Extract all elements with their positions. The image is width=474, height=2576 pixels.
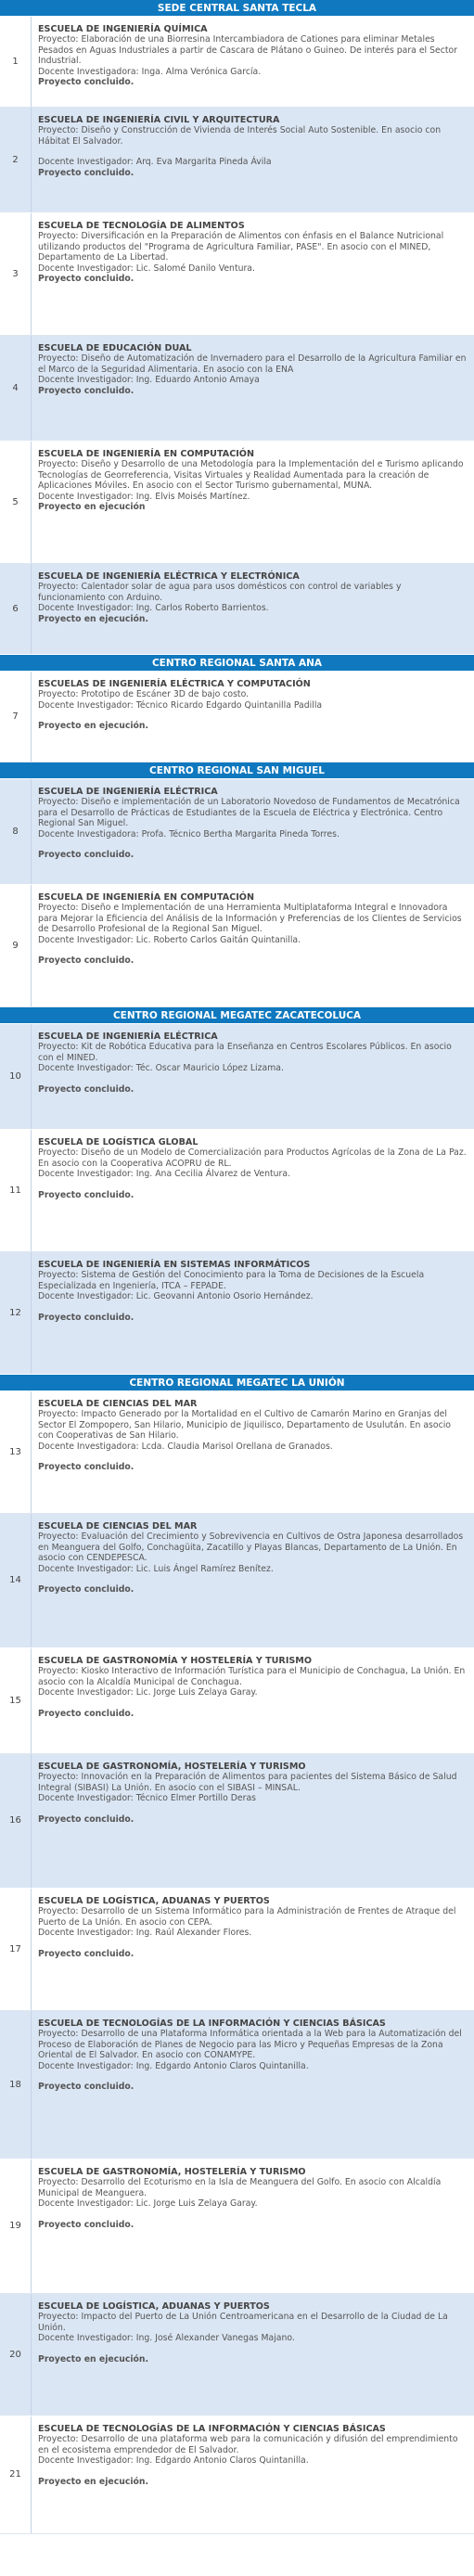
spacer (38, 1452, 468, 1462)
project-line: Proyecto: Diseño y Desarrollo de una Metodología para la Implementación del e Turismo aplicando Tecnologías de Georreferencia, Visitas Virtuales y Realidad Aumentada para la creación de Aplicaciones Móviles. En asocio con el Sector Turismo gubernamental, MUNA. (38, 459, 464, 492)
school-name: ESCUELA DE INGENIERÍA CIVIL Y ARQUITECTURA (38, 115, 280, 125)
project-line: Proyecto: Calentador solar de agua para usos domésticos con control de variables y funcionamiento con Arduino. (38, 582, 402, 603)
table-row (0, 213, 474, 336)
project-line: Proyecto: Kit de Robótica Educativa para la Enseñanza en Centros Escolares Públicos. En asocio con el MINED. (38, 1042, 452, 1063)
project-line: Docente Investigador: Ing. Carlos Roberto Barrientos. (38, 603, 269, 614)
table-row (0, 1252, 474, 1375)
table-row (0, 1130, 474, 1252)
section-header: SEDE CENTRAL SANTA TECLA (0, 0, 474, 17)
project-line: Docente Investigadora: Profa. Técnico Bertha Margarita Pineda Torres. (38, 828, 339, 839)
project-line: Proyecto: Impacto del Puerto de La Unión Centroamericana en el Desarrollo de la Ciudad de La Unión. (38, 2312, 448, 2333)
project-cell (32, 1130, 474, 1251)
school-name: ESCUELA DE GASTRONOMÍA, HOSTELERÍA Y TURISMO (38, 2167, 306, 2177)
table-row (0, 108, 474, 213)
spacer (38, 711, 468, 721)
project-cell (32, 1648, 474, 1753)
project-line: Proyecto: Desarrollo del Ecoturismo en la Isla de Meanguera del Golfo. En asocio con Alcaldía Municipal de Meanguera. (38, 2177, 442, 2198)
project-line: Proyecto: Sistema de Gestión del Conocimiento para la Toma de Decisiones de la Escuela Especializada en Ingeniería, ITCA – FEPADE. (38, 1270, 425, 1291)
school-name: ESCUELA DE LOGÍSTICA, ADUANAS Y PUERTOS (38, 1896, 270, 1906)
project-status: Proyecto en ejecución (38, 502, 146, 513)
project-status: Proyecto concluido. (38, 167, 135, 178)
project-cell (32, 1889, 474, 2010)
section-header: CENTRO REGIONAL MEGATEC LA UNIÓN (0, 1375, 474, 1391)
project-status: Proyecto concluido. (38, 2219, 135, 2230)
project-line: Docente Investigador: Ing. Eduardo Antonio Amaya (38, 375, 260, 386)
project-line: Docente Investigador: Arq. Eva Margarita Pineda Ávila (38, 157, 272, 168)
project-status: Proyecto concluido. (38, 1708, 135, 1719)
spacer (38, 2344, 468, 2354)
row-number: 11 (0, 1130, 32, 1251)
project-line: Docente Investigador: Lic. Luis Ángel Ramírez Benítez. (38, 1563, 274, 1574)
project-status: Proyecto concluido. (38, 77, 135, 88)
spacer (38, 945, 468, 955)
school-name: ESCUELA DE LOGÍSTICA GLOBAL (38, 1137, 199, 1147)
row-number: 12 (0, 1252, 32, 1374)
table-row (0, 2011, 474, 2159)
blank-line (38, 147, 468, 157)
school-name: ESCUELA DE INGENIERÍA ELÉCTRICA Y ELECTRÓNICA (38, 571, 300, 582)
project-status: Proyecto concluido. (38, 850, 135, 861)
spacer (38, 1302, 468, 1313)
row-number: 14 (0, 1514, 32, 1647)
row-number: 3 (0, 213, 32, 335)
section-header: CENTRO REGIONAL MEGATEC ZACATECOLUCA (0, 1007, 474, 1024)
spacer (38, 1180, 468, 1190)
project-cell (32, 1391, 474, 1513)
row-number: 18 (0, 2011, 32, 2159)
spacer (38, 1574, 468, 1584)
row-number: 6 (0, 564, 32, 654)
project-status: Proyecto en ejecución. (38, 2476, 149, 2487)
row-number: 16 (0, 1754, 32, 1888)
table-row (0, 442, 474, 564)
project-status: Proyecto concluido. (38, 1312, 135, 1323)
project-status: Proyecto concluido. (38, 385, 135, 396)
project-status: Proyecto en ejecución. (38, 613, 149, 624)
row-number: 1 (0, 17, 32, 107)
section-header: CENTRO REGIONAL SAN MIGUEL (0, 763, 474, 779)
row-number: 8 (0, 779, 32, 884)
project-cell (32, 108, 474, 212)
row-number: 9 (0, 885, 32, 1006)
row-number: 21 (0, 2416, 32, 2533)
school-name: ESCUELA DE TECNOLOGÍA DE ALIMENTOS (38, 221, 245, 231)
row-number: 13 (0, 1391, 32, 1513)
school-name: ESCUELA DE EDUCACIÓN DUAL (38, 343, 192, 353)
project-status: Proyecto concluido. (38, 1813, 135, 1825)
project-status: Proyecto concluido. (38, 1189, 135, 1200)
project-status: Proyecto en ejecución. (38, 2353, 149, 2365)
project-cell (32, 442, 474, 563)
row-number: 15 (0, 1648, 32, 1753)
school-name: ESCUELA DE GASTRONOMÍA, HOSTELERÍA Y TURISMO (38, 1762, 306, 1772)
project-line: Docente Investigador: Lic. Jorge Luis Zelaya Garay. (38, 1687, 258, 1698)
row-number: 19 (0, 2159, 32, 2293)
row-number: 5 (0, 442, 32, 563)
project-cell (32, 672, 474, 762)
spacer (38, 2467, 468, 2477)
school-name: ESCUELA DE INGENIERÍA ELÉCTRICA (38, 1032, 218, 1042)
spacer (38, 1074, 468, 1084)
section-header: CENTRO REGIONAL SANTA ANA (0, 655, 474, 672)
project-cell (32, 885, 474, 1006)
project-line: Proyecto: Impacto Generado por la Mortalidad en el Cultivo de Camarón Marino en Granjas del Sector El Zompopero, San Hilario, Municipio de Jiquilisco, Departamento de Usulután. En asocio con Cooperativas de San Hilario. (38, 1409, 451, 1442)
project-line: Proyecto: Kiosko Interactivo de Información Turística para el Municipio de Conchagua, La Unión. En asocio con la Alcaldía Municipal de Conchagua. (38, 1666, 466, 1687)
spacer (38, 1939, 468, 1949)
row-number: 17 (0, 1889, 32, 2010)
table-row (0, 1391, 474, 1514)
project-cell (32, 779, 474, 884)
project-line: Docente Investigador: Ing. Edgardo Antonio Claros Quintanilla. (38, 2455, 309, 2467)
project-line: Docente Investigador: Lic. Roberto Carlos Gaitán Quintanilla. (38, 934, 301, 945)
table-row (0, 779, 474, 885)
project-line: Docente Investigador: Ing. Edgardo Antonio Claros Quintanilla. (38, 2060, 309, 2071)
project-cell (32, 1024, 474, 1129)
project-line: Docente Investigador: Lic. Geovanni Antonio Osorio Hernández. (38, 1291, 314, 1302)
school-name: ESCUELA DE LOGÍSTICA, ADUANAS Y PUERTOS (38, 2301, 270, 2312)
school-name: ESCUELA DE INGENIERÍA EN SISTEMAS INFORMÁTICOS (38, 1260, 311, 1270)
project-cell (32, 2011, 474, 2159)
project-line: Docente Investigador: Ing. José Alexander Vanegas Majano. (38, 2333, 295, 2344)
project-line: Docente Investigador: Lic. Jorge Luis Zelaya Garay. (38, 2198, 258, 2210)
project-status: Proyecto en ejecución. (38, 721, 149, 732)
project-line: Proyecto: Desarrollo de una Plataforma Informática orientada a la Web para la Automatización del Proceso de Elaboración de Planes de Negocio para las Micro y Pequeñas Empresas de la Zona Oriental de El Salvador. En asocio con CONAMYPE. (38, 2029, 462, 2061)
project-cell (32, 213, 474, 335)
project-line: Docente Investigador: Técnico Elmer Portillo Deras (38, 1793, 256, 1804)
school-name: ESCUELA DE CIENCIAS DEL MAR (38, 1521, 198, 1532)
project-cell (32, 1514, 474, 1647)
row-number: 4 (0, 336, 32, 441)
project-line: Proyecto: Desarrollo de una plataforma web para la comunicación y difusión del emprendimiento en el ecosistema emprendedor de El Salvador. (38, 2434, 458, 2455)
table-row (0, 1024, 474, 1130)
table-row (0, 2159, 474, 2294)
project-cell (32, 2294, 474, 2416)
school-name: ESCUELA DE CIENCIAS DEL MAR (38, 1399, 198, 1409)
spacer (38, 839, 468, 850)
project-cell (32, 1754, 474, 1888)
project-line: Docente Investigadora: Lcda. Claudia Marisol Orellana de Granados. (38, 1441, 333, 1452)
project-line: Docente Investigador: Lic. Salomé Danilo Ventura. (38, 263, 255, 274)
project-status: Proyecto concluido. (38, 274, 135, 285)
project-line: Docente Investigador: Téc. Oscar Mauricio López Lizama. (38, 1063, 284, 1074)
project-line: Proyecto: Diseño de un Modelo de Comercialización para Productos Agrícolas de la Zona de La Paz. En asocio con la Cooperativa ACOPRU de RL. (38, 1147, 467, 1169)
spacer (38, 1804, 468, 1814)
project-line: Proyecto: Diseño de Automatización de Invernadero para el Desarrollo de la Agricultura Familiar en el Marco de la Seguridad Alimentaria. En asocio con la ENA (38, 353, 467, 375)
project-status: Proyecto concluido. (38, 1462, 135, 1473)
project-line: Proyecto: Diseño e Implementación de una Herramienta Multiplataforma Integral e Innovadora para Mejorar la Eficiencia del Análisis de la Información y Preferencias de los Clientes de Servicios de Desarrollo Profesional de la Regional San Miguel. (38, 903, 462, 935)
project-line: Proyecto: Diseño y Construcción de Vivienda de Interés Social Auto Sostenible. En asocio con Hábitat El Salvador. (38, 125, 442, 147)
table-row (0, 17, 474, 108)
project-status: Proyecto concluido. (38, 1584, 135, 1596)
project-cell (32, 1252, 474, 1374)
school-name: ESCUELA DE TECNOLOGÍAS DE LA INFORMACIÓN Y CIENCIAS BÁSICAS (38, 2424, 386, 2434)
project-cell (32, 17, 474, 107)
table-row (0, 1754, 474, 1889)
table-row (0, 672, 474, 763)
project-line: Proyecto: Elaboración de una Biorresina Intercambiadora de Cationes para eliminar Metales Pesados en Aguas Industriales a partir de Cascara de Plátano o Guineo. De interés para el Sector Industrial. (38, 34, 457, 67)
project-line: Docente Investigador: Ing. Elvis Moisés Martínez. (38, 491, 250, 502)
school-name: ESCUELA DE INGENIERÍA EN COMPUTACIÓN (38, 449, 254, 459)
project-cell (32, 336, 474, 441)
school-name: ESCUELA DE INGENIERÍA EN COMPUTACIÓN (38, 892, 254, 903)
school-name: ESCUELA DE GASTRONOMÍA Y HOSTELERÍA Y TURISMO (38, 1656, 313, 1666)
spacer (38, 1698, 468, 1709)
table-row (0, 2294, 474, 2416)
project-cell (32, 564, 474, 654)
table-row (0, 1648, 474, 1754)
project-line: Docente Investigador: Ing. Ana Cecilia Álvarez de Ventura. (38, 1169, 290, 1180)
spacer (38, 2071, 468, 2082)
table-row (0, 885, 474, 1007)
row-number: 20 (0, 2294, 32, 2416)
project-line: Proyecto: Desarrollo de un Sistema Informático para la Administración de Frentes de Atraque del Puerto de La Unión. En asocio con CEPA. (38, 1906, 456, 1928)
project-line: Docente Investigador: Técnico Ricardo Edgardo Quintanilla Padilla (38, 699, 323, 711)
project-cell (32, 2159, 474, 2293)
table-row (0, 1889, 474, 2011)
project-line: Docente Investigadora: Inga. Alma Verónica García. (38, 66, 262, 77)
project-cell (32, 2416, 474, 2533)
spacer (38, 2210, 468, 2220)
table-row (0, 2416, 474, 2534)
project-status: Proyecto concluido. (38, 2082, 135, 2093)
project-status: Proyecto concluido. (38, 955, 135, 967)
row-number: 10 (0, 1024, 32, 1129)
project-line: Proyecto: Innovación en la Preparación de Alimentos para pacientes del Sistema Básico de Salud Integral (SIBASI) La Unión. En asocio con el SIBASI – MINSAL. (38, 1772, 457, 1793)
school-name: ESCUELA DE INGENIERÍA QUÍMICA (38, 24, 208, 34)
project-status: Proyecto concluido. (38, 1083, 135, 1095)
project-line: Docente Investigador: Ing. Raúl Alexander Flores. (38, 1928, 252, 1939)
table-row (0, 564, 474, 655)
table-row (0, 336, 474, 442)
row-number: 2 (0, 108, 32, 212)
school-name: ESCUELA DE TECNOLOGÍAS DE LA INFORMACIÓN Y CIENCIAS BÁSICAS (38, 2019, 386, 2029)
table-row (0, 1514, 474, 1648)
project-line: Proyecto: Evaluación del Crecimiento y Sobrevivencia en Cultivos de Ostra Japonesa desarrollados en Meanguera del Golfo, Conchagüita, Zacatillo y Playas Blancas, Departamento de La Unión. En asocio con CENDEPESCA. (38, 1532, 464, 1564)
project-line: Proyecto: Diversificación en la Preparación de Alimentos con énfasis en el Balance Nutricional utilizando productos del "Programa de Agricultura Familiar, PASE". En asocio con el MINED, Departamento de La Libertad. (38, 231, 444, 263)
project-line: Proyecto: Prototipo de Escáner 3D de bajo costo. (38, 689, 250, 700)
project-status: Proyecto concluido. (38, 1948, 135, 1959)
school-name: ESCUELA DE INGENIERÍA ELÉCTRICA (38, 787, 218, 797)
school-name: ESCUELAS DE INGENIERÍA ELÉCTRICA Y COMPUTACIÓN (38, 679, 311, 689)
project-line: Proyecto: Diseño e implementación de un Laboratorio Novedoso de Fundamentos de Mecatrónica para el Desarrollo de Prácticas de Estudiantes de la Escuela de Eléctrica y Electrónica. Centro Regional San Miguel. (38, 797, 460, 829)
row-number: 7 (0, 672, 32, 762)
